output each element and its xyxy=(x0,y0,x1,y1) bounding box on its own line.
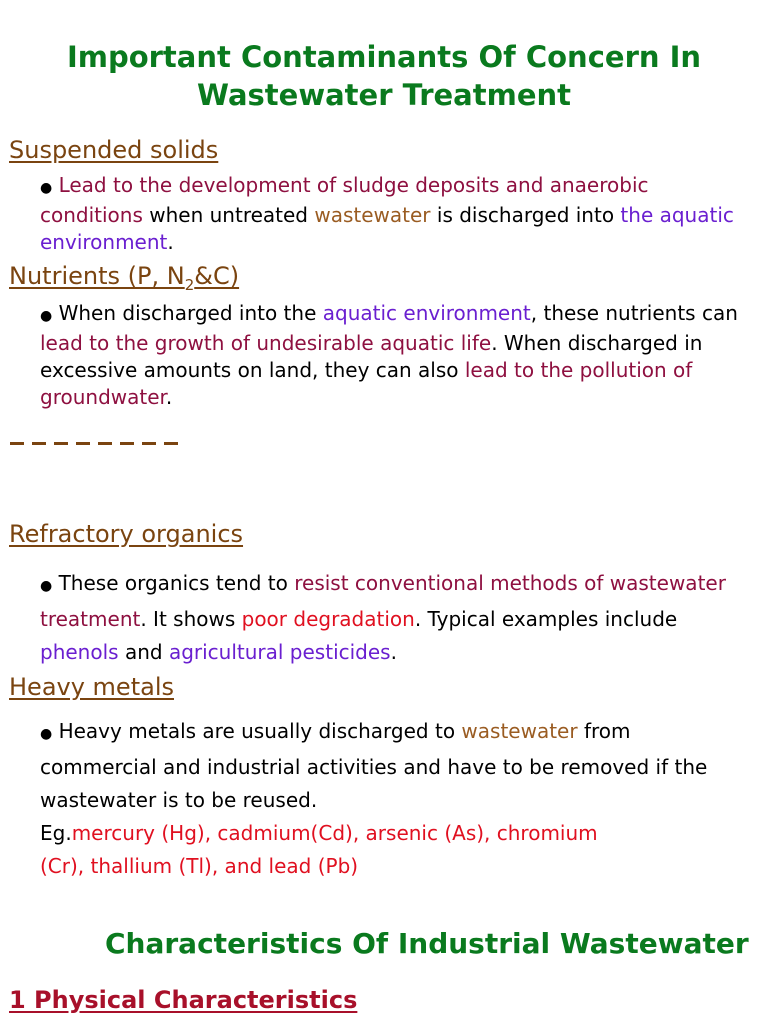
title-line-1: Important Contaminants Of Concern In xyxy=(66,40,702,74)
text-span: and xyxy=(124,640,163,664)
text-span: excessive amounts on land, they can also xyxy=(40,358,459,382)
heading-heavy-metals: Heavy metals xyxy=(9,673,174,701)
text-line: (Cr), thallium (Tl), and lead (Pb) xyxy=(40,854,359,878)
text-span: . It shows xyxy=(140,607,236,631)
text-span: . Typical examples include xyxy=(414,607,678,631)
text-span: . xyxy=(165,385,173,409)
clipped-heading-fragment xyxy=(10,430,230,438)
paragraph-suspended-solids xyxy=(40,172,734,256)
bullet-icon: ● xyxy=(40,726,53,742)
text-span: lead to the growth of undesirable aquatic life xyxy=(40,331,492,355)
text-span: resist conventional methods of wastewater xyxy=(294,571,726,595)
heading-suspended-solids: Suspended solids xyxy=(9,136,219,164)
text-span: treatment xyxy=(40,607,141,631)
heading-nutrients xyxy=(9,262,239,294)
text-span: when untreated xyxy=(149,203,308,227)
heading-refractory-organics: Refractory organics xyxy=(9,520,244,548)
slide-contaminants-2 xyxy=(0,505,768,878)
text-span: the aquatic xyxy=(620,203,734,227)
subscript: 2 xyxy=(184,275,195,294)
text-span: mercury (Hg), cadmium(Cd), arsenic (As), chromium xyxy=(71,821,598,845)
text-span: from xyxy=(583,719,631,743)
paragraph-heavy-metals xyxy=(40,715,707,883)
text-span: agricultural pesticides xyxy=(168,640,391,664)
slide-contaminants-1 xyxy=(0,0,768,437)
text-span: groundwater xyxy=(40,385,166,409)
text-span: . xyxy=(390,640,397,664)
bullet-icon: ● xyxy=(40,308,53,324)
heading-part: Nutrients (P, N xyxy=(9,262,185,290)
text-span: Eg. xyxy=(40,821,72,845)
bullet-icon: ● xyxy=(40,180,53,196)
text-span: When discharged into the xyxy=(58,301,317,325)
text-span: aquatic environment xyxy=(322,301,531,325)
text-line: commercial and industrial activities and have to be removed if the xyxy=(40,755,708,779)
text-span: . When discharged in xyxy=(491,331,703,355)
slide-industrial-wastewater xyxy=(0,905,768,1024)
text-span: These organics tend to xyxy=(58,571,288,595)
paragraph-refractory-organics xyxy=(40,567,726,669)
text-span: , these nutrients can xyxy=(530,301,738,325)
text-span: Heavy metals are usually discharged to xyxy=(58,719,456,743)
text-span: . xyxy=(167,230,174,254)
section-heading-physical: 1 Physical Characteristics xyxy=(9,986,358,1014)
text-span: lead to the pollution of xyxy=(464,358,693,382)
text-span: wastewater xyxy=(461,719,578,743)
paragraph-nutrients xyxy=(40,300,738,411)
slide-title xyxy=(0,38,768,114)
bullet-icon: ● xyxy=(40,578,53,594)
title-line-2: Wastewater Treatment xyxy=(197,78,571,112)
text-span: Lead to the development of sludge deposits and anaerobic xyxy=(58,173,649,197)
text-span: poor degradation xyxy=(241,607,415,631)
heading-part: &C) xyxy=(194,262,240,290)
slide-title: Characteristics Of Industrial Wastewater xyxy=(105,927,749,960)
text-span: is discharged into xyxy=(436,203,615,227)
text-line: wastewater is to be reused. xyxy=(40,788,318,812)
text-span: conditions xyxy=(40,203,143,227)
text-span: phenols xyxy=(40,640,119,664)
text-span: wastewater xyxy=(314,203,431,227)
text-span: environment xyxy=(40,230,168,254)
